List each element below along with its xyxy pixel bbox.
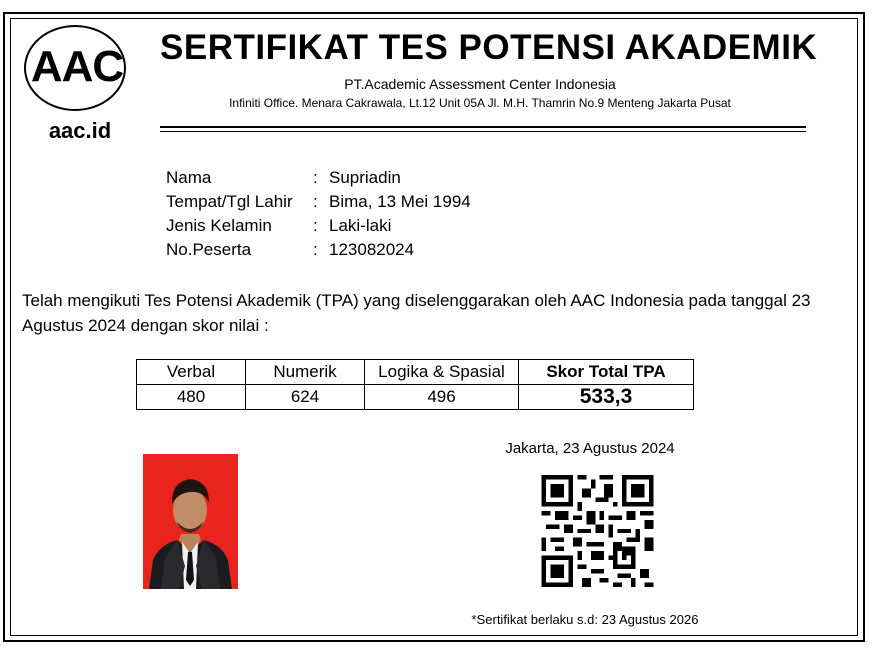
score-value-logika: 496	[365, 385, 519, 410]
participant-row-birth	[166, 190, 471, 214]
score-value-row	[137, 385, 694, 410]
info-label: Jenis Kelamin	[166, 216, 272, 235]
participant-row-gender	[166, 214, 471, 238]
participant-photo-illustration	[143, 454, 238, 589]
score-table	[136, 359, 694, 410]
score-header-logika: Logika & Spasial	[365, 360, 519, 385]
score-header-verbal: Verbal	[137, 360, 246, 385]
score-value-total: 533,3	[519, 385, 694, 410]
certificate-statement: Telah mengikuti Tes Potensi Akademik (TPA) yang diselenggarakan oleh AAC Indonesia pada tanggal 23 Agustus 2024 dengan skor nilai :	[22, 291, 811, 335]
participant-row-number	[166, 238, 471, 262]
info-colon: :	[313, 168, 318, 187]
info-colon: :	[313, 216, 318, 235]
company-name: PT.Academic Assessment Center Indonesia	[344, 76, 616, 92]
score-header-numerik: Numerik	[246, 360, 365, 385]
header-divider-thick	[160, 126, 806, 128]
participant-photo	[143, 454, 238, 589]
company-address: Infiniti Office. Menara Cakrawala, Lt.12 Unit 05A Jl. M.H. Thamrin No.9 Menteng Jakarta Pusat	[229, 96, 731, 110]
info-value: Bima, 13 Mei 1994	[329, 192, 471, 211]
place-date: Jakarta, 23 Agustus 2024	[505, 440, 675, 457]
qr-code	[540, 475, 655, 587]
certificate-title: SERTIFIKAT TES POTENSI AKADEMIK	[160, 28, 818, 67]
logo-text: AAC	[30, 42, 124, 91]
info-colon: :	[313, 192, 318, 211]
info-value: Laki-laki	[329, 216, 392, 235]
info-value: Supriadin	[329, 168, 401, 187]
score-value-verbal: 480	[137, 385, 246, 410]
participant-info	[166, 166, 471, 262]
participant-row-name	[166, 166, 471, 190]
info-label: No.Peserta	[166, 240, 252, 259]
info-label: Nama	[166, 168, 212, 187]
score-header-total: Skor Total TPA	[519, 360, 694, 385]
validity-note: *Sertifikat berlaku s.d: 23 Agustus 2026	[471, 612, 699, 627]
score-value-numerik: 624	[246, 385, 365, 410]
info-label: Tempat/Tgl Lahir	[166, 192, 293, 211]
info-colon: :	[313, 240, 318, 259]
score-header-row	[137, 360, 694, 385]
logo-domain: aac.id	[48, 118, 112, 143]
header-divider-thin	[160, 131, 806, 132]
info-value: 123082024	[329, 240, 415, 259]
